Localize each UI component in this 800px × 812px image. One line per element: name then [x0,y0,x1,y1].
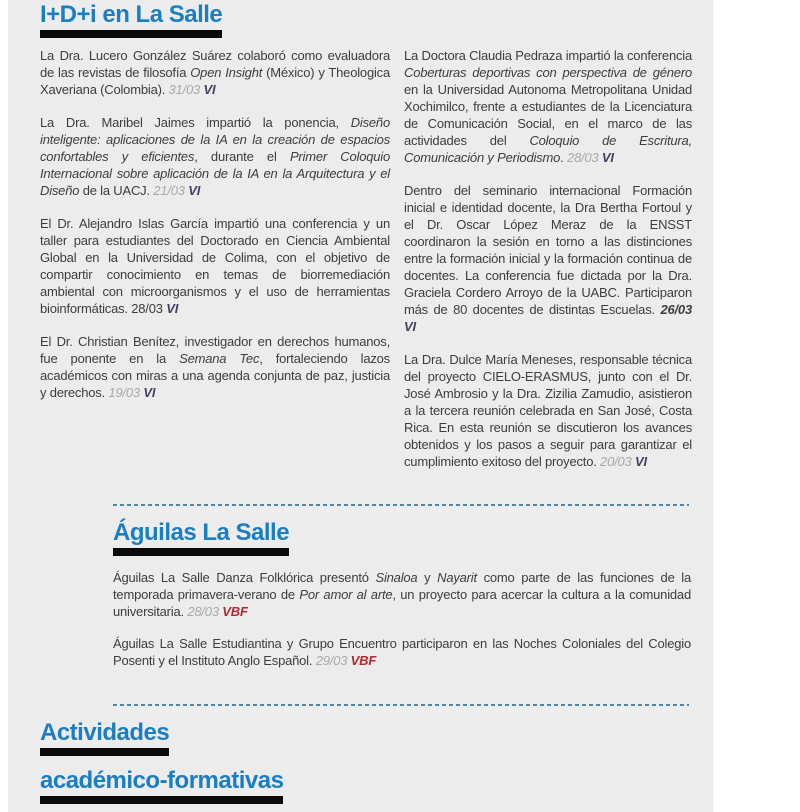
text-segment: , un proyecto para acercar la cultura a la comunidad universitaria. [113,587,691,619]
credit-tag: VI [601,150,614,165]
text-segment: Nayarit [437,570,477,585]
idi-column-left [40,47,390,486]
text-segment: Dentro del seminario internacional Formación inicial e identidad docente, la Dra Bertha Fortoul y el Dr. Oscar López Meraz de la ENSST coordinaron la sesión en torno a las distinciones entre la formación inicial y la formación continua de docentes. La conferencia fue dictada por la Dra. Graciela Cordero Arroyo de la UABC. Participaron más de 80 docentes de distintas Escuelas. [404,183,692,317]
section-title-actividades-line1: Actividades [40,719,170,746]
title-underline-bar [40,30,222,38]
text-segment: de la UACJ. [79,183,154,198]
paragraph [40,47,390,98]
text-segment: El Dr. Alejandro Islas García impartió una conferencia y un taller para estudiantes del Doctorado en Ciencia Ambiental Global en la Universidad de Colima, con el objetivo de compartir conocimiento en temas de biorremediación ambiental con microorganismos y el uso de herramientas bioinformáticas. [40,216,390,316]
section-title-actividades-line2: académico-formativas [40,767,284,794]
newsletter-panel [8,0,713,812]
text-segment: Diseño inteligente: aplicaciones de la IA en la creación de espacios confortables y eficientes [40,115,390,164]
credit-tag: VI [188,183,201,198]
credit-tag: VI [203,82,216,97]
paragraph [40,333,390,401]
section-title-aguilas: Águilas La Salle [113,519,290,546]
date-label: 19/03 [108,385,140,400]
paragraph [113,569,691,620]
text-segment: como parte de las funciones de la temporada primavera-verano de [113,570,691,602]
idi-column-right [404,47,692,486]
text-segment: Coberturas deportivas con perspectiva de género [404,65,692,80]
text-segment: Por amor al arte [299,587,393,602]
date-label: 26/03 [660,302,692,317]
title-underline-bar [40,796,283,804]
text-segment: Primer Coloquio Internacional sobre aplicación de la IA en la Arquitectura y el Diseño [40,149,391,198]
text-segment: La Dra. Maribel Jaimes impartió la ponencia, [40,115,351,130]
title-underline-bar [40,748,169,756]
text-segment: , durante el [194,149,290,164]
section-actividades [40,720,283,804]
text-segment: . [560,150,567,165]
dashed-divider [113,504,689,506]
credit-tag: VBF [222,604,248,619]
text-segment: , fortaleciendo lazos académicos con miras a una agenda conjunta de paz, justicia y derechos. [40,351,390,400]
paragraph [40,114,390,199]
date-label: 28/03 [566,150,599,165]
credit-tag: VI [635,454,647,469]
section-idi [40,2,692,486]
text-segment: en la Universidad Autonoma Metropolitana Unidad Xochimilco, frente a estudiantes de la Licenciatura de Comunicación Social, en el marco de las actividades del [404,82,692,148]
section-title-idi: I+D+i en La Salle [40,1,223,28]
paragraph [404,351,692,470]
text-segment: Sinaloa [375,570,418,585]
section-aguilas-heading [113,520,289,556]
text-segment: (México) y Theologica Xaveriana (Colombia). [40,65,390,97]
idi-columns [40,47,692,486]
text-segment: Águilas La Salle Estudiantina y Grupo Encuentro participaron en las Noches Coloniales del Colegio Posenti y el Instituto Anglo Español. [113,636,691,668]
credit-tag: VBF [350,653,377,668]
text-segment: El Dr. Christian Benítez, investigador en derechos humanos, fue ponente en la [40,334,390,366]
paragraph [404,47,692,166]
paragraph [404,182,692,335]
date-label: 31/03 [168,82,201,97]
text-segment: La Dra. Lucero González Suárez colaboró como evaluadora de las revistas de filosofía [40,48,390,80]
paragraph [113,635,691,669]
credit-tag: VI [143,385,156,400]
section-aguilas [113,520,691,684]
section-actividades-heading-line1 [40,720,169,756]
text-segment: y [417,570,438,585]
date-label: 28/03 [131,301,163,316]
text-segment: Open Insight [190,65,263,80]
paragraph [40,215,390,317]
credit-tag: VI [166,301,179,316]
date-label: 28/03 [187,604,219,619]
text-segment: La Dra. Dulce María Meneses, responsable técnica del proyecto CIELO-ERASMUS, junto con el Dr. José Ambrosio y la Dra. Zizilia Zamudio, asistieron a la tercera reunión celebrada en San José, Costa Rica. En esta reunión se discutieron los avances obtenidos y los pasos a seguir para garantizar el cumplimiento exitoso del proyecto. [404,352,692,469]
text-segment: Coloquio de Escritura, Comunicación y Periodismo [404,133,692,165]
date-label: 21/03 [153,183,185,198]
dashed-divider [113,704,689,706]
credit-tag: VI [404,319,416,334]
section-idi-heading [40,2,222,38]
section-actividades-heading-line2 [40,768,283,804]
date-label: 20/03 [600,454,632,469]
text-segment: Águilas La Salle Danza Folklórica presentó [113,570,376,585]
text-segment: Semana Tec [179,351,260,366]
text-segment: La Doctora Claudia Pedraza impartió la conferencia [404,48,692,63]
date-label: 29/03 [315,653,348,668]
aguilas-paragraphs [113,569,691,669]
title-underline-bar [113,548,289,556]
